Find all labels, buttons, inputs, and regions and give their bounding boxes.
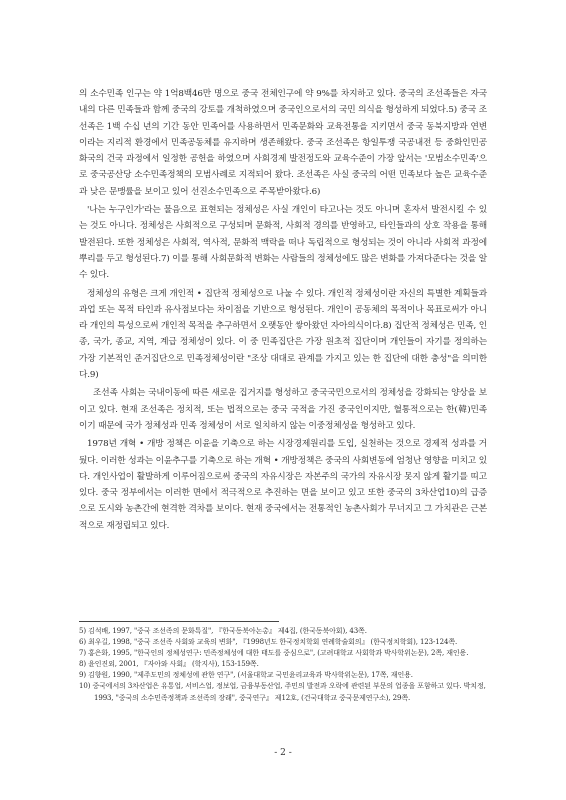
footnote-9: 9) 김향원, 1990, "제주도민의 정체성에 관한 연구", (서울대학교 국민윤리교육과 박사학위논문), 17쪽, 재인용. — [79, 671, 413, 680]
footnotes — [79, 626, 487, 704]
paragraph-5: 1978년 개혁 • 개방 정책은 이윤을 기축으로 하는 시장경제원리를 도입, 실천하는 것으로 경제적 성과를 거뒀다. 이러한 성과는 이윤추구를 기축으로 하는 개혁 • 개방정책은 중국의 사회변동에 엄청난 영향을 미치고 있다. 개인사업이 활발하게 이루어짐으로써 중국의 자유시장은 자본주의 국가의 자유시장 못지 않게 활기를 띠고 있다. 중국 정부에서는 이러한 면에서 적극적으로 추진하는 면을 보이고 있고 또한 중국의 3차산업10)의 급증으로 도시와 농촌간에 현격한 격차를 보이다. 현재 중국에서는 전통적인 농촌사회가 무너지고 그 가치관은 근본적으로 재정립되고 있다. — [79, 439, 487, 531]
page-number: - 2 - — [274, 748, 292, 758]
footnote-6: 6) 최우길, 1998, "중국 조선족 사회와 교육의 변화", 『1998년도 한국정치학회 연례학술회의』 (한국정치학회), 123-124쪽. — [79, 638, 458, 647]
paragraph-3: 정체성의 유형은 크게 개인적 • 집단적 정체성으로 나눌 수 있다. 개인적 정체성이란 자신의 특별한 계획들과 과업 또는 목적 타인과 유사점보다는 차이점을 기반으로 형성된다. 개인이 공동체의 목적이나 목표로써가 아니라 개인의 특성으로써 개인적 목적을 추구하면서 오랫동안 쌓아왔던 자아의식이다.8) 집단적 정체성은 민족, 인종, 국가, 종교, 지역, 계급 정체성이 있다. 이 중 민족집단은 가장 원초적 집단이며 개인들이 자기를 정의하는 가장 기본적인 준거집단으로 민족정체성이란 "조상 대대로 관계를 가지고 있는 한 집단에 대한 충성"을 의미한다.9) — [79, 288, 487, 381]
paragraph-1: 의 소수민족 인구는 약 1억8백46만 명으로 중국 전체인구에 약 9%를 차지하고 있다. 중국의 조선족들은 자국내의 다른 민족들과 함께 중국의 강토를 개척하였으며 중국인으로서의 국민 의식을 형성하게 되었다.5) 중국 조선족은 1백 수십 년의 기간 동안 민족어를 사용하면서 민족문화와 교육전통을 지키면서 중국 동북지방과 연변이라는 지리적 환경에서 민족공동체를 유지하며 생존해왔다. 중국 조선족은 항일투쟁 국공내전 등 중화인민공화국의 건국 과정에서 일정한 공헌을 하였으며 사회경제 발전정도와 교육수준이 가장 앞서는 '모범소수민족'으로 중국공산당 소수민족정책의 모범사례로 지적되어 왔다. 조선족은 사실 중국의 어떤 민족보다 높은 교육수준과 낮은 문맹률을 보이고 있어 선진소수민족으로 주목받아왔다.6) — [79, 89, 487, 197]
footnote-5: 5) 김석배, 1997, "중국 조선족의 문화특질", 『한국동북아논총』 제4집, (한국동북아회), 43쪽. — [79, 627, 367, 635]
paragraph-4: 조선족 사회는 국내이동에 따른 새로운 집거지를 형성하고 중국국민으로서의 정체성을 강화되는 양상을 보이고 있다. 현재 조선족은 정치적, 또는 법적으로는 중국 국적을 가진 중국인이지만, 혈통적으로는 한(韓)민족이기 때문에 국가 정체성과 민족 정체성이 서로 일치하지 않는 이중정체성을 형성하고 있다. — [79, 388, 487, 431]
footnote-7: 7) 홍은화, 1995, "한국인의 정체성연구: 민족정체성에 대한 태도를 중심으로", (고려대학교 사회학과 박사학위논문), 2쪽, 재인용. — [79, 649, 469, 658]
footnote-10: 10) 중국에서의 3차산업은 유통업, 서비스업, 정보업, 금융부동산업, 주민의 발전과 오락에 관련된 부문의 업종을 포함하고 있다. 박치정, 1993, "중국의 소수민족정책과 조선족의 장래", 중국연구』 제12호, (건국대학교 중국문제연구소), 29쪽. — [79, 682, 486, 702]
footnote-8: 8) 윤인진외, 2001, 『자아와 사회』 (학지사), 153-159쪽. — [79, 660, 259, 669]
paragraph-2: '나는 누구인가'라는 물음으로 표현되는 정체성은 사실 개인이 타고나는 것도 아니며 혼자서 발전시킬 수 있는 것도 아니다. 정체성은 사회적으로 구성되며 문화적, 사회적 경의를 반영하고, 타인들과의 상호 작용을 통해 발전된다. 또한 정체성은 사회적, 역사적, 문화적 맥락을 떠나 독립적으로 형성되는 것이 아니라 사회적 과정에 뿌리를 두고 형성된다.7) 이를 통해 사회문화적 변화는 사람들의 정체성에도 많은 변화를 가져다준다는 것을 알 수 있다. — [79, 205, 487, 281]
footnote-divider — [79, 621, 279, 622]
body-text — [79, 86, 487, 534]
